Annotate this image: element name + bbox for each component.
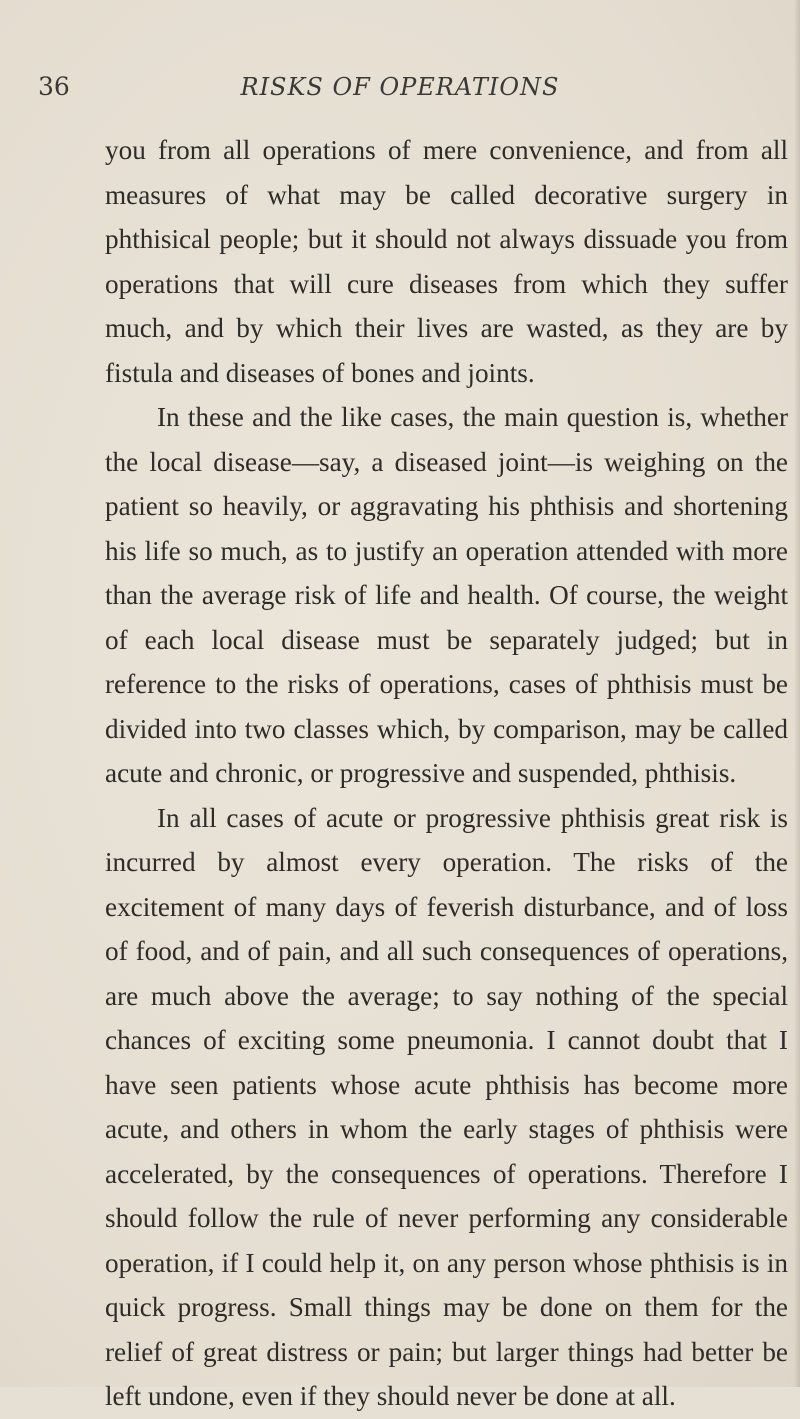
running-head (0, 0, 800, 101)
body-text (105, 128, 788, 1419)
paragraph-continued: you from all operations of mere convenience, and from all measures of what may be called decorative surgery in phthisical people; but it should not always dissuade you from operations that will cure diseases from which they suffer much, and by which their lives are wasted, as they are by fistula and diseases of bones and joints. (105, 135, 788, 388)
running-title: RISKS OF OPERATIONS (240, 73, 560, 101)
paragraph: In all cases of acute or progressive phthisis great risk is incurred by almost every operation. The risks of the excitement of many days of feverish disturbance, and of loss of food, and of pain, and all such consequences of operations, are much above the average; to say nothing of the special chances of exciting some pneumonia. I cannot doubt that I have seen patients whose acute phthisis has become more acute, and others in whom the early stages of phthisis were accelerated, by the consequences of operations. Therefore I should follow the rule of never performing any considerable operation, if I could help it, on any person whose phthisis is in quick progress. Small things may be done on them for the relief of great distress or pain; but larger things had better be left undone, even if they should never be done at all. (105, 802, 788, 1411)
paragraph: In these and the like cases, the main question is, whether the local disease—say, a diseased joint—is weighing on the patient so heavily, or aggravating his phthisis and shortening his life so much, as to justify an operation attended with more than the average risk of life and health. Of course, the weight of each local disease must be separately judged; but in reference to the risks of operations, cases of phthisis must be divided into two classes which, by comparison, may be called acute and chronic, or progressive and suspended, phthisis. (105, 402, 788, 788)
page-number: 36 (38, 72, 70, 101)
page-edge-shadow (794, 0, 800, 1387)
